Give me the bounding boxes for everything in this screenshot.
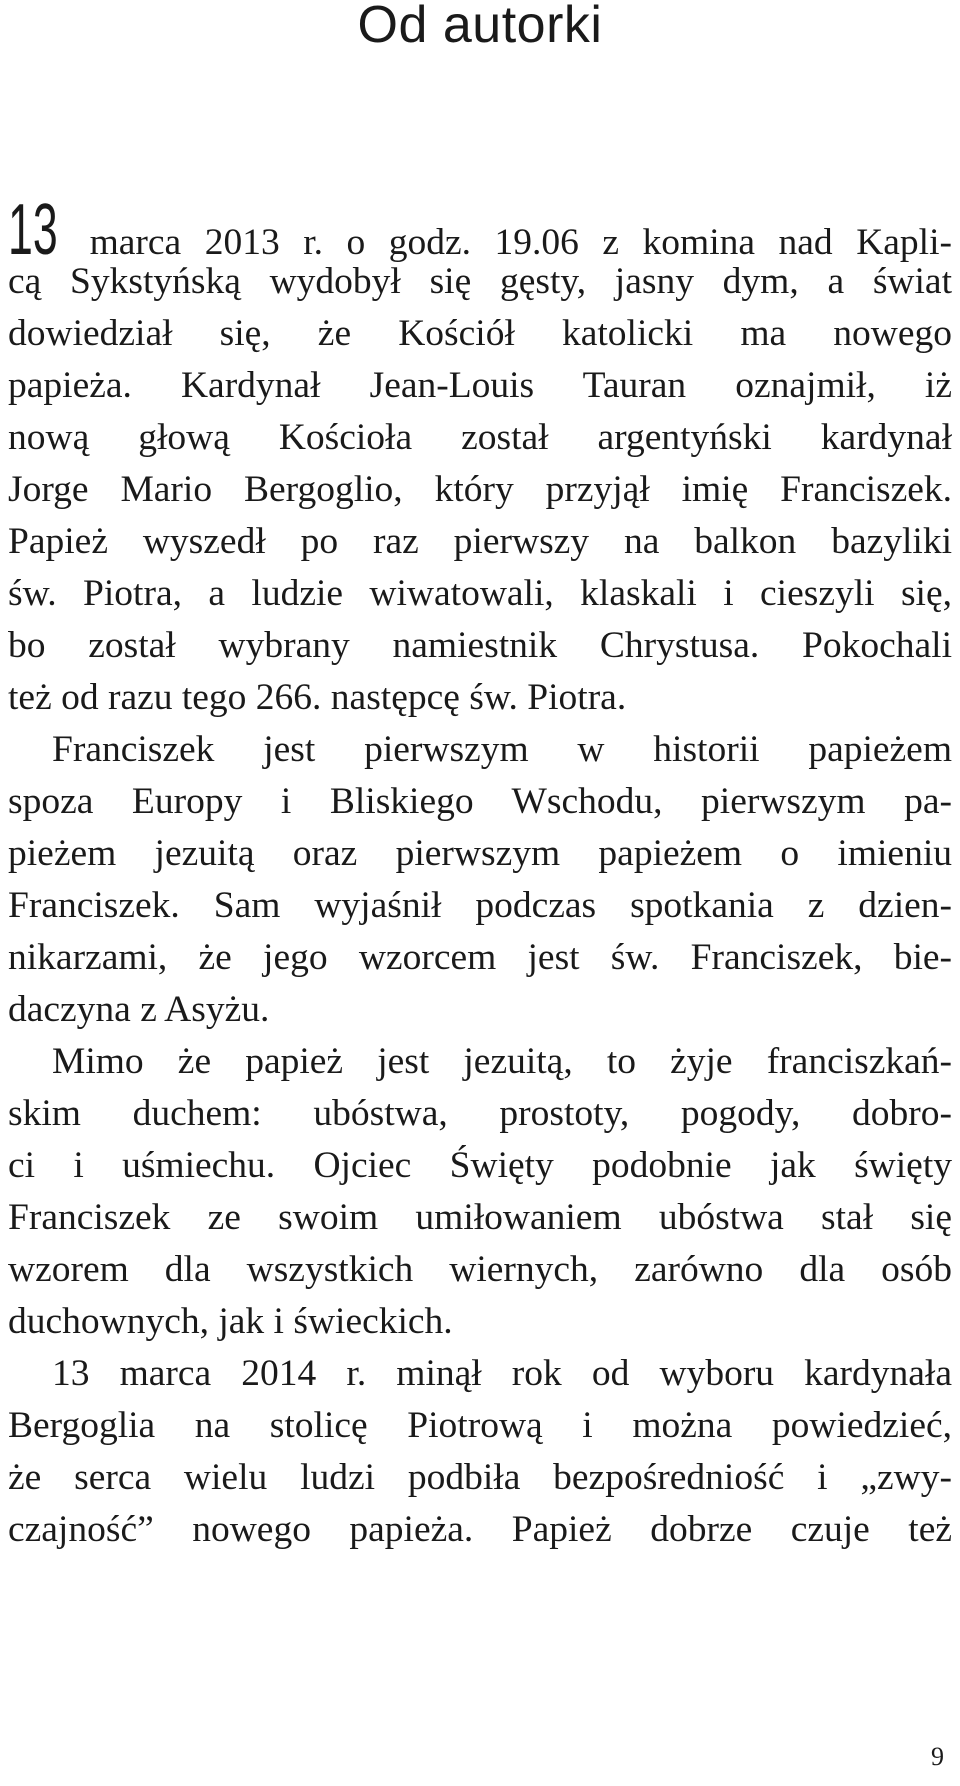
text-line: nową głową Kościoła został argentyński kardynał [8,417,952,458]
text-line: skim duchem: ubóstwa, prostoty, pogody, dobro- [8,1093,952,1134]
text-line: duchownych, jak i świeckich. [8,1301,453,1342]
text-line: św. Piotra, a ludzie wiwatowali, klaskali i cieszyli się, [8,573,952,614]
text-line: Franciszek jest pierwszym w historii papieżem [52,729,952,770]
text-line: spoza Europy i Bliskiego Wschodu, pierwszym pa- [8,781,952,822]
text-line: ci i uśmiechu. Ojciec Święty podobnie jak święty [8,1145,952,1186]
text-line-content: marca 2013 r. o godz. 19.06 z komina nad Kapli- [66,222,952,263]
text-line: też od razu tego 266. następcę św. Piotra. [8,677,627,718]
text-line: że serca wielu ludzi podbiła bezpośredniość i „zwy- [8,1457,952,1498]
text-line: daczyna z Asyżu. [8,989,270,1030]
page-title: Od autorki [357,0,603,54]
text-line: Franciszek. Sam wyjaśnił podczas spotkania z dzien- [8,885,952,926]
text-line: Papież wyszedł po raz pierwszy na balkon bazyliki [8,521,952,562]
text-line: Bergoglia na stolicę Piotrową i można powiedzieć, [8,1405,952,1446]
text-line: pieżem jezuitą oraz pierwszym papieżem o imieniu [8,833,952,874]
text-line: cą Sykstyńską wydobył się gęsty, jasny dym, a świat [8,261,952,302]
page-number: 9 [931,1742,944,1771]
drop-cap: 13 [8,190,58,270]
text-line: czajność” nowego papieża. Papież dobrze czuje też [8,1509,952,1550]
text-line: dowiedział się, że Kościół katolicki ma nowego [8,313,952,354]
text-line: Jorge Mario Bergoglio, który przyjął imię Franciszek. [8,469,952,510]
text-line: Mimo że papież jest jezuitą, to żyje franciszkań- [52,1041,952,1082]
text-line [8,190,952,270]
text-line: Franciszek ze swoim umiłowaniem ubóstwa stał się [8,1197,952,1238]
text-line: wzorem dla wszystkich wiernych, zarówno dla osób [8,1249,952,1290]
text-line: papieża. Kardynał Jean-Louis Tauran oznajmił, iż [8,365,952,406]
text-line: 13 marca 2014 r. minął rok od wyboru kardynała [52,1353,952,1394]
text-line: bo został wybrany namiestnik Chrystusa. Pokochali [8,625,952,666]
text-line: nikarzami, że jego wzorcem jest św. Franciszek, bie- [8,937,952,978]
